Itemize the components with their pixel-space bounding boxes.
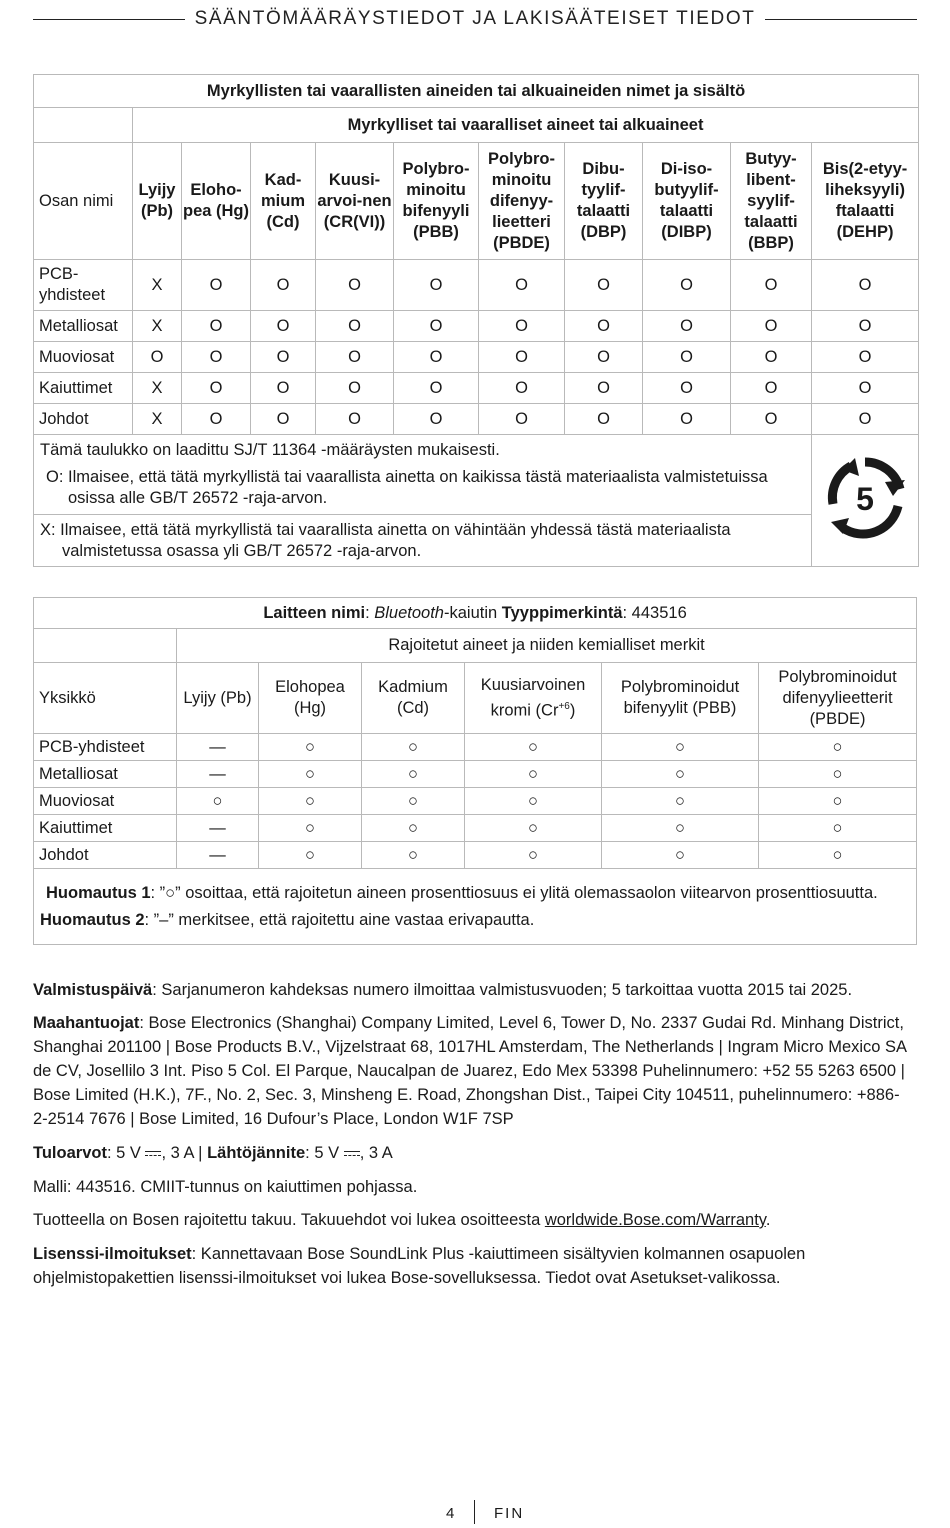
table1-cell: X <box>133 260 182 311</box>
table1-cell: O <box>479 311 565 342</box>
table2-cell: ○ <box>362 842 465 869</box>
table2-cell: ○ <box>362 734 465 761</box>
table2-cell: ○ <box>465 788 602 815</box>
warranty-info: Tuotteella on Bosen rajoitettu takuu. Takuuehdot voi lukea osoitteesta worldwide.Bose.com/Warranty. <box>33 1211 771 1229</box>
table1-column-header: Kuusi-arvoi-nen (CR(VI)) <box>316 143 394 260</box>
table2-cell: ○ <box>465 734 602 761</box>
table2-notes <box>34 869 917 945</box>
table1-cell: O <box>251 404 316 435</box>
table2-unit-column-header: Yksikkö <box>34 663 177 734</box>
table1-column-header: Polybro-minoitu difenyy-lieetteri (PBDE) <box>479 143 565 260</box>
table1-cell: O <box>251 260 316 311</box>
license-notices: Lisenssi-ilmoitukset: Kannettavaan Bose SoundLink Plus -kaiuttimeen sisältyvien kolmannen osapuolen ohjelmistopakettien lisenssi-ilmoitukset voi lukea Bose-sovelluksessa. Tiedot ovat Asetukset-valikossa. <box>33 1245 806 1287</box>
table1-cell: X <box>133 404 182 435</box>
table1-row-name: Muoviosat <box>34 342 133 373</box>
table2-cell: ○ <box>759 788 917 815</box>
table1-notes <box>34 435 812 515</box>
device-name-italic: Bluetooth <box>374 603 444 622</box>
table2-cell: ○ <box>759 842 917 869</box>
table2-column-header: Polybrominoidut difenyylieetterit (PBDE) <box>759 663 917 734</box>
table1-note-standard: Tämä taulukko on laadittu SJ/T 11364 -määräysten mukaisesti. <box>40 441 500 459</box>
table1-cell: O <box>731 311 812 342</box>
table2-title: Laitteen nimi: Bluetooth-kaiutin Tyyppimerkintä: 443516 <box>34 598 917 629</box>
table2-cell: ○ <box>602 815 759 842</box>
table2-cell: ○ <box>259 734 362 761</box>
table1-cell: O <box>643 311 731 342</box>
table1-column-header: Butyy-libent-syylif-talaatti (BBP) <box>731 143 812 260</box>
footer-separator <box>474 1500 475 1524</box>
table-row <box>34 788 917 815</box>
table2-column-header: Polybrominoidut bifenyylit (PBB) <box>602 663 759 734</box>
table1-cell: O <box>565 311 643 342</box>
table1-cell: O <box>251 373 316 404</box>
table2-cell: ○ <box>259 761 362 788</box>
model-info: Malli: 443516. CMIIT-tunnus on kaiuttimen pohjassa. <box>33 1178 418 1196</box>
language-code: FIN <box>494 1505 525 1522</box>
table2-cell: — <box>177 734 259 761</box>
device-name-label: Laitteen nimi <box>263 603 366 622</box>
device-name-rest: -kaiutin <box>443 603 498 622</box>
table1-cell: O <box>565 373 643 404</box>
table1-note-x: X: Ilmaisee, että tätä myrkyllistä tai vaarallista ainetta on vähintään yhdessä tästä materiaalista valmistetussa osassa yli GB/T 26572 -raja-arvon. <box>34 515 812 567</box>
dc-symbol-icon <box>145 1150 161 1158</box>
hazardous-substances-table <box>33 74 919 567</box>
table1-cell: O <box>182 342 251 373</box>
table1-title: Myrkyllisten tai vaarallisten aineiden tai alkuaineiden nimet ja sisältö <box>34 75 919 108</box>
importers: Maahantuojat: Bose Electronics (Shanghai) Company Limited, Level 6, Tower D, No. 2337 Gudai Rd. Minhang District, Shanghai 201100 | Bose Products B.V., Vijzelstraat 68, 1017HL Amsterdam, The Netherlands | Ingram Micro Mexico SA de CV, Josellilo 3 Int. Piso 5 Col. El Parque, Naucalpan de Juarez, Edo Mex 53398 Puhelinnumero: +52 55 5263 6500 | Bose Limited (H.K.), 7F., No. 2, Sec. 3, Minsheng E. Road, Zhongshan Dist., Taipei City 104511, puhelinnumero: +886-2-2514 7676 | Bose Limited, 16 Dufour’s Place, London W1F 7SP <box>33 1014 907 1128</box>
table2-cell: ○ <box>465 761 602 788</box>
table1-column-header: Kad-mium (Cd) <box>251 143 316 260</box>
page-footer <box>0 1500 950 1528</box>
table2-empty-cell <box>34 629 177 663</box>
table1-cell: O <box>251 342 316 373</box>
table1-cell: O <box>394 311 479 342</box>
table2-column-header: Kuusiarvoinen kromi $(Cr^{+6})$ <box>465 663 602 734</box>
table1-note-o: O: Ilmaisee, että tätä myrkyllistä tai vaarallista ainetta on kaikissa tästä materiaalista valmistetuissa osissa alle GB/T 26572 -raja-arvon. <box>46 468 768 507</box>
table1-cell: O <box>565 404 643 435</box>
table1-cell: O <box>565 260 643 311</box>
table1-cell: O <box>812 311 919 342</box>
table1-column-header: Dibu-tyylif-talaatti (DBP) <box>565 143 643 260</box>
table1-cell: O <box>479 373 565 404</box>
table1-cell: O <box>316 373 394 404</box>
table2-cell: ○ <box>465 842 602 869</box>
table1-cell: O <box>731 404 812 435</box>
table1-cell: O <box>812 373 919 404</box>
table1-cell: O <box>251 311 316 342</box>
table1-cell: O <box>316 404 394 435</box>
svg-text:5: 5 <box>856 480 874 517</box>
table2-row-name: PCB-yhdisteet <box>34 734 177 761</box>
table1-part-column-header: Osan nimi <box>34 143 133 260</box>
table1-cell: O <box>731 260 812 311</box>
table1-cell: O <box>479 342 565 373</box>
table2-subtitle: Rajoitetut aineet ja niiden kemialliset merkit <box>177 629 917 663</box>
table-row <box>34 815 917 842</box>
table1-column-header: Lyijy (Pb) <box>133 143 182 260</box>
table-row <box>34 311 919 342</box>
dc-symbol-icon <box>344 1150 360 1158</box>
table2-cell: ○ <box>362 788 465 815</box>
table1-cell: O <box>643 260 731 311</box>
table-row <box>34 842 917 869</box>
table2-row-name: Kaiuttimet <box>34 815 177 842</box>
page-title: SÄÄNTÖMÄÄRÄYSTIEDOT JA LAKISÄÄTEISET TIEDOT <box>194 8 756 29</box>
warranty-link[interactable]: worldwide.Bose.com/Warranty <box>544 1211 766 1229</box>
table2-cell: ○ <box>759 734 917 761</box>
table2-cell: ○ <box>759 761 917 788</box>
table1-cell: O <box>812 404 919 435</box>
manufacture-date: Valmistuspäivä: Sarjanumeron kahdeksas numero ilmoittaa valmistusvuoden; 5 tarkoittaa vuotta 2015 tai 2025. <box>33 981 853 999</box>
table1-cell: O <box>182 373 251 404</box>
efup-5-icon <box>823 456 907 540</box>
table1-cell: X <box>133 373 182 404</box>
table1-row-name: Metalliosat <box>34 311 133 342</box>
table-row <box>34 260 919 311</box>
table2-column-header: Kadmium (Cd) <box>362 663 465 734</box>
power-ratings: Tuloarvot: 5 V , 3 A | Lähtöjännite: 5 V , 3 A <box>33 1144 393 1162</box>
table2-column-header: Lyijy (Pb) <box>177 663 259 734</box>
table1-cell: O <box>643 342 731 373</box>
table1-column-header: Eloho-pea (Hg) <box>182 143 251 260</box>
table1-cell: O <box>133 342 182 373</box>
table1-subtitle: Myrkylliset tai vaaralliset aineet tai alkuaineet <box>133 108 919 143</box>
table2-cell: ○ <box>362 761 465 788</box>
page-number: 4 <box>446 1505 455 1522</box>
table2-cell: ○ <box>465 815 602 842</box>
table1-row-name: Johdot <box>34 404 133 435</box>
table1-cell: X <box>133 311 182 342</box>
table1-column-header: Bis(2-etyy-liheksyyli) ftalaatti (DEHP) <box>812 143 919 260</box>
table1-cell: O <box>565 342 643 373</box>
table1-row-name: Kaiuttimet <box>34 373 133 404</box>
table1-column-header: Polybro-minoitu bifenyyli (PBB) <box>394 143 479 260</box>
environment-protection-logo <box>812 435 919 567</box>
header-rule-right <box>765 19 917 20</box>
table1-cell: O <box>731 342 812 373</box>
table-row <box>34 342 919 373</box>
table1-cell: O <box>182 404 251 435</box>
table1-cell: O <box>394 373 479 404</box>
table1-column-header: Di-iso-butyylif-talaatti (DIBP) <box>643 143 731 260</box>
model-label: Tyyppimerkintä <box>501 603 623 622</box>
table2-cell: — <box>177 815 259 842</box>
table1-cell: O <box>812 342 919 373</box>
model-value: : 443516 <box>622 603 687 622</box>
table1-cell: O <box>182 260 251 311</box>
table1-cell: O <box>643 373 731 404</box>
table2-cell: ○ <box>259 842 362 869</box>
table1-cell: O <box>316 260 394 311</box>
table1-cell: O <box>812 260 919 311</box>
table2-cell: ○ <box>759 815 917 842</box>
table2-cell: ○ <box>602 734 759 761</box>
table2-cell: — <box>177 842 259 869</box>
table2-row-name: Johdot <box>34 842 177 869</box>
table2-row-name: Muoviosat <box>34 788 177 815</box>
table-row <box>34 761 917 788</box>
table1-cell: O <box>316 311 394 342</box>
table2-cell: — <box>177 761 259 788</box>
table1-cell: O <box>316 342 394 373</box>
table2-column-header: Elohopea (Hg) <box>259 663 362 734</box>
table2-cell: ○ <box>602 788 759 815</box>
table2-row-name: Metalliosat <box>34 761 177 788</box>
table2-cell: ○ <box>259 815 362 842</box>
table1-cell: O <box>479 404 565 435</box>
table1-cell: O <box>182 311 251 342</box>
table1-cell: O <box>394 342 479 373</box>
table1-cell: O <box>643 404 731 435</box>
table1-cell: O <box>731 373 812 404</box>
restricted-substances-table <box>33 597 917 945</box>
table1-cell: O <box>479 260 565 311</box>
table2-note-2: Huomautus 2: ”–” merkitsee, että rajoitettu aine vastaa erivapautta. <box>40 910 535 929</box>
header-rule-left <box>33 19 185 20</box>
table2-cell: ○ <box>177 788 259 815</box>
table1-cell: O <box>394 260 479 311</box>
table1-row-name: PCB-yhdisteet <box>34 260 133 311</box>
table2-note-1: Huomautus 1: ”○” osoittaa, että rajoitetun aineen prosenttiosuus ei ylitä olemassaolon viitearvon prosenttiosuutta. <box>46 883 878 902</box>
table-row <box>34 404 919 435</box>
table1-cell: O <box>394 404 479 435</box>
table-row <box>34 734 917 761</box>
table2-cell: ○ <box>362 815 465 842</box>
table2-cell: ○ <box>602 761 759 788</box>
table-row <box>34 373 919 404</box>
table2-cell: ○ <box>602 842 759 869</box>
table2-cell: ○ <box>259 788 362 815</box>
page-header <box>33 6 917 32</box>
table1-empty-cell <box>34 108 133 143</box>
